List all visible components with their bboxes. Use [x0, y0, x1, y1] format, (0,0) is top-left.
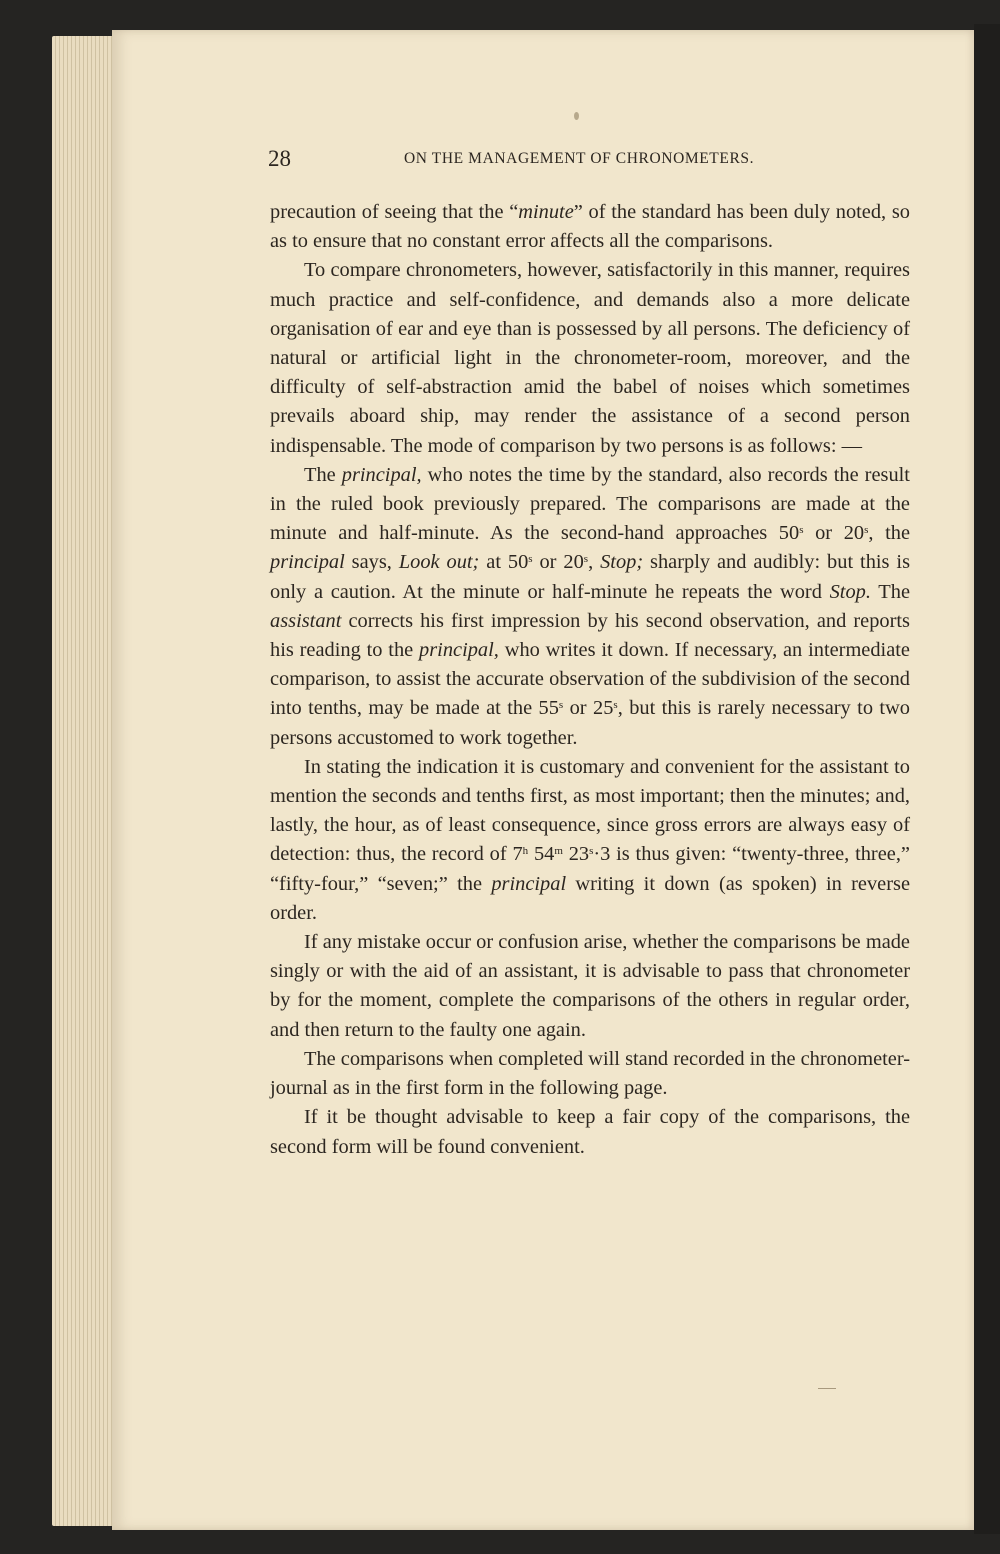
p3-sup1: s: [799, 524, 804, 537]
p3-i: at 50: [479, 551, 529, 574]
p3-u: , but this is rarely necessary to two persons accustomed to work together.: [270, 697, 911, 749]
ink-speck: [574, 112, 579, 120]
paragraph-4: [270, 753, 910, 928]
p3-g: says,: [344, 551, 399, 574]
p3-sup6: s: [613, 699, 618, 712]
paragraph-3: [270, 461, 910, 753]
p3-h: Look out;: [398, 551, 480, 574]
p3-o: The: [870, 580, 910, 603]
paragraph-6: The comparisons when completed will stand recorded in the chronometer-journal as in the first form in the following page.: [270, 1047, 911, 1100]
p3-d: or 20: [803, 522, 865, 545]
p1-text-a: precaution of seeing that the “: [270, 201, 519, 223]
p3-a: The: [304, 463, 342, 486]
body-text: [270, 198, 910, 1162]
p3-k: ,: [588, 551, 601, 574]
p1-italic-minute: minute: [518, 201, 574, 223]
p3-p: assistant: [270, 609, 342, 632]
p4-sup3: s: [589, 845, 594, 858]
p4-d: ·3 is thus given: “twenty-three, three,” “fifty-four,” “seven;” the: [270, 843, 910, 895]
p3-e: , the: [868, 522, 910, 545]
p3-f: principal: [270, 551, 345, 574]
p3-r: principal,: [419, 639, 499, 662]
p3-j: or 20: [532, 551, 584, 574]
p4-f: writing it down (as spoken) in reverse order.: [270, 872, 910, 924]
p3-t: or 25: [563, 697, 614, 720]
p4-b: 54: [528, 843, 555, 866]
paragraph-7: If it be thought advisable to keep a fair copy of the comparisons, the second form will be found convenient.: [270, 1106, 910, 1158]
p3-sup2: s: [864, 524, 869, 537]
p4-e: principal: [491, 872, 567, 895]
p3-s: who writes it down. If necessary, an intermediate comparison, to assist the accurate observation of the subdivision of the second into tenths, may be made at the 55: [270, 639, 910, 720]
p3-q: corrects his first impression by his second observation, and reports his reading to the: [270, 609, 910, 662]
p3-m: sharply and audibly: but this is only a caution. At the minute or half-minute he repeats the word: [270, 551, 910, 603]
p3-c: who notes the time by the standard, also records the result in the ruled book previously prepared. The comparisons are made at the minute and half-minute. As the second-hand approaches 50: [270, 463, 910, 545]
paragraph-5: If any mistake occur or confusion arise, whether the comparisons be made singly or with the aid of an assistant, it is advisable to pass that chronometer by for the moment, complete the comparisons of the others in regular order, and then return to the faulty one again.: [270, 931, 910, 1041]
p4-a: In stating the indication it is customary and convenient for the assistant to mention the seconds and tenths first, as most important; then the minutes; and, lastly, the hour, as of least consequence, since gross errors are always easy of detection: thus, the record of 7: [270, 755, 910, 866]
page-number: 28: [268, 146, 291, 171]
p4-sup2: m: [554, 845, 563, 858]
p3-n: Stop.: [829, 580, 871, 603]
ink-dash: [818, 1388, 836, 1389]
p3-sup3: s: [528, 553, 533, 566]
p3-b: principal,: [341, 463, 422, 486]
p3-sup5: s: [558, 699, 564, 712]
p4-sup1: h: [522, 845, 529, 858]
running-head: ON THE MANAGEMENT OF CHRONOMETERS.: [404, 150, 755, 167]
paragraph-1: [270, 198, 910, 256]
book-binding-edge: [974, 24, 1000, 1534]
paragraph-2: To compare chronometers, however, satisfactorily in this manner, requires much practice and self-confidence, and demands also a more delicate organisation of ear and eye than is possessed by all persons. The deficiency of natural or artificial light in the chronometer-room, moreover, and the difficulty of self-abstraction amid the babel of noises which sometimes prevails aboard ship, may render the assistance of a second person indispensable. The mode of comparison by two persons is as follows: —: [270, 259, 910, 457]
p4-c: 23: [562, 843, 590, 866]
p1-text-c: ” of the standard has been duly noted, so as to ensure that no constant error affects all the comparisons.: [270, 201, 910, 253]
p3-sup4: s: [583, 553, 589, 566]
p3-l: Stop;: [600, 551, 644, 574]
